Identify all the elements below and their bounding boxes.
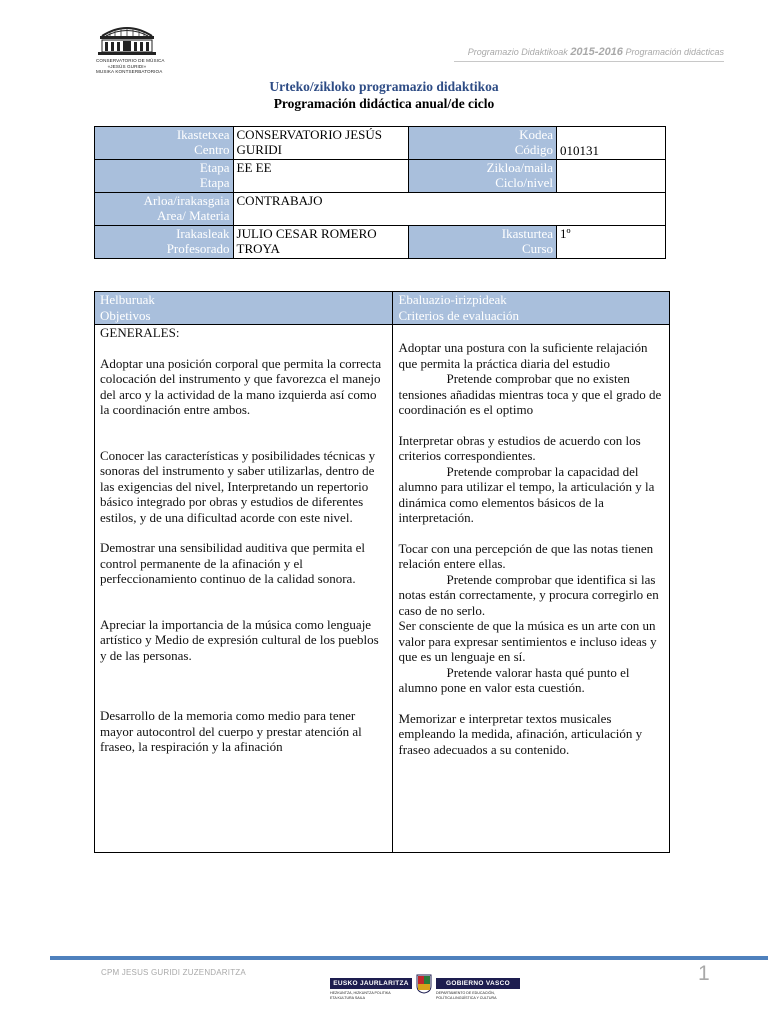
criterion-text: Ser consciente de que la música es un arte con un valor para expresar sentimientos e incluso ideas y que es un lenguaje en sí. [398, 618, 657, 664]
gov-department-spanish-line1: DEPARTAMENTO DE EDUCACIÓN, [436, 991, 495, 995]
gov-name-basque: EUSKO JAURLARITZA [330, 978, 412, 989]
criterion-text: Adoptar una postura con la suficiente relajación que permita la práctica diaria del estudio [398, 340, 648, 371]
center-label-eu: Ikastetxea [176, 127, 230, 142]
objective-item: Demostrar una sensibilidad auditiva que permita el control permanente de la afinación y el perfeccionamiento continuo de la calidad sonora. [100, 540, 365, 586]
objectives-column [95, 325, 393, 853]
center-value: CONSERVATORIO JESÚS GURIDI [233, 127, 409, 160]
criteria-header-es: Criterios de evaluación [398, 307, 520, 323]
course-info-table [94, 126, 666, 259]
area-label-es: Area/ Materia [156, 208, 230, 223]
center-label [95, 127, 234, 160]
objectives-header [95, 292, 393, 325]
criterion-text: Memorizar e interpretar textos musicales empleando la medida, afinación, articulación y fraseo adecuados a su contenido. [398, 710, 643, 757]
document-title-basque: Urteko/zikloko programazio didaktikoa [269, 79, 499, 94]
objective-item: Conocer las características y posibilidades técnicas y sonoras del instrumento y saber utilizarlas, dentro de las exigencias del nivel, Interpretando un repertorio básico integrado por obras y estudios de diferentes estilos, y de una dificultad acorde con este nivel. [100, 447, 376, 525]
header-prefix: Programazio Didaktikoak [467, 47, 568, 57]
gov-name-spanish: GOBIERNO VASCO [436, 978, 520, 989]
basque-government-logo [330, 974, 520, 1004]
logo-line-2: «JESÚS GURIDI» [107, 63, 147, 69]
course-value: 1º [557, 226, 666, 259]
criteria-column [393, 325, 670, 853]
stage-label-es: Etapa [199, 175, 230, 190]
basque-coat-of-arms-icon [416, 974, 432, 994]
teacher-label-es: Profesorado [166, 241, 230, 256]
header-programming-title [468, 46, 724, 58]
code-label [409, 127, 557, 160]
objectives-header-es: Objetivos [100, 307, 151, 323]
logo-line-1: CONSERVATORIO DE MÚSICA [96, 58, 165, 63]
criterion-aim: Pretende comprobar la capacidad del alumno para utilizar el tempo, la articulación y la dinámica como elementos básicos de la interpretación. [398, 463, 655, 525]
stage-label [95, 160, 234, 193]
footer-divider [50, 956, 768, 960]
course-label-es: Curso [521, 241, 554, 256]
criteria-header-eu: Ebaluazio-irizpideak [398, 292, 507, 307]
criterion-aim: Pretende valorar hasta qué punto el alumno pone en valor esta cuestión. [398, 664, 630, 695]
gov-department-spanish-line2: POLÍTICA LINGÜÍSTICA Y CULTURA [436, 995, 497, 1000]
header-divider [454, 61, 724, 62]
area-label [95, 193, 234, 226]
conservatory-building-icon [96, 22, 158, 58]
objective-item: Desarrollo de la memoria como medio para tener mayor autocontrol del cuerpo y prestar atención al fraseo, la respiración y la afinación [100, 708, 362, 754]
course-label-eu: Ikasturtea [501, 226, 554, 241]
objective-item: Adoptar una posición corporal que permita la correcta colocación del instrumento y que favorezca el manejo del arco y la actividad de la mano izquierda así como la coordinación entre ambos. [100, 355, 382, 417]
gov-department-basque-line1: HEZKUNTZA, HIZKUNTZA POLITIKA [330, 991, 391, 995]
gov-department-spanish [436, 991, 497, 1000]
criterion-aim: Pretende comprobar que identifica si las notas están correctamente, y procura corregirlo en caso de no serlo. [398, 571, 659, 618]
objectives-header-eu: Helburuak [100, 292, 155, 307]
gov-department-basque [330, 991, 391, 1000]
page-number: 1 [698, 962, 710, 985]
gov-department-basque-line2: ETA KULTURA SAILA [330, 995, 366, 1000]
criterion-text: Interpretar obras y estudios de acuerdo con los criterios correspondientes. [398, 432, 641, 463]
header-suffix: Programación didácticas [625, 47, 724, 57]
cycle-label-es: Ciclo/nivel [495, 175, 554, 190]
cycle-label-eu: Zikloa/maila [486, 160, 554, 175]
generales-heading: GENERALES: [100, 325, 180, 340]
conservatory-logo [96, 22, 165, 75]
area-value: CONTRABAJO [233, 193, 665, 226]
footer-department: CPM JESUS GURIDI ZUZENDARITZA [101, 968, 246, 977]
objectives-table [94, 291, 670, 853]
center-label-es: Centro [194, 142, 230, 157]
stage-value: EE EE [233, 160, 409, 193]
objective-item: Apreciar la importancia de la música como lenguaje artístico y Medio de expresión cultural de los pueblos y de las personas. [100, 616, 379, 663]
header-year: 2015-2016 [570, 46, 623, 58]
criterion-aim: Pretende comprobar que no existen tensiones añadidas mientras toca y que el grado de coordinación es el optimo [398, 371, 662, 417]
stage-label-eu: Etapa [199, 160, 230, 175]
document-title-spanish: Programación didáctica anual/de ciclo [273, 96, 495, 111]
course-label [409, 226, 557, 259]
cycle-label [409, 160, 557, 193]
code-value: 010131 [557, 127, 666, 160]
cycle-value [557, 160, 666, 193]
criteria-header [393, 292, 670, 325]
teacher-label [95, 226, 234, 259]
logo-line-3: MUSIKA KONTSERBATORIOA [96, 69, 163, 75]
teacher-label-eu: Irakasleak [176, 226, 230, 241]
criterion-text: Tocar con una percepción de que las notas tienen relación entere ellas. [398, 540, 654, 571]
teacher-value: JULIO CESAR ROMERO TROYA [233, 226, 409, 259]
area-label-eu: Arloa/irakasgaia [143, 193, 230, 208]
code-label-eu: Kodea [519, 127, 554, 142]
code-label-es: Código [514, 142, 554, 157]
